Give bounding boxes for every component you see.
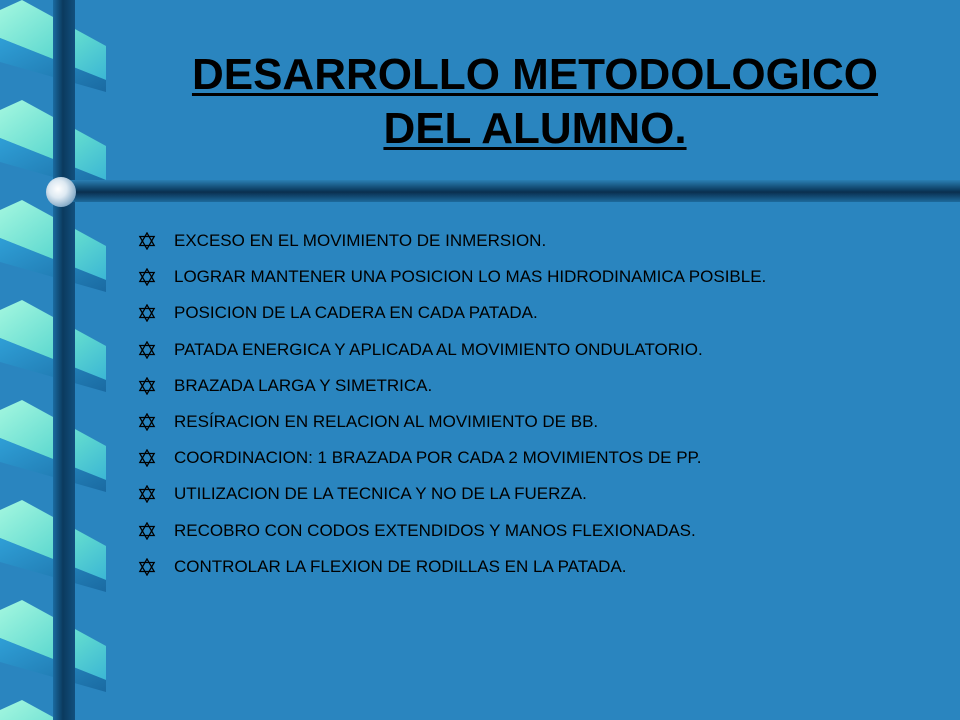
star-of-david-icon [138,232,156,250]
bullet-item [138,259,766,295]
star-of-david-icon [138,341,156,359]
bullet-item [138,440,766,476]
star-of-david-icon [138,413,156,431]
bullet-text: LOGRAR MANTENER UNA POSICION LO MAS HIDRODINAMICA POSIBLE. [174,267,767,287]
star-of-david-icon [138,304,156,322]
bullet-item [138,223,766,259]
star-of-david-icon [138,268,156,286]
bullet-item [138,513,766,549]
bullet-text: RESÍRACION EN RELACION AL MOVIMIENTO DE BB. [174,412,599,432]
bullet-text: BRAZADA LARGA Y SIMETRICA. [174,375,433,395]
bullet-text: CONTROLAR LA FLEXION DE RODILLAS EN LA PATADA. [174,556,627,576]
title-divider-bar [60,180,960,202]
bullet-item [138,295,766,331]
bullet-text: EXCESO EN EL MOVIMIENTO DE INMERSION. [174,231,547,251]
star-of-david-icon [138,485,156,503]
bullet-item [138,549,766,585]
bullet-text: POSICION DE LA CADERA EN CADA PATADA. [174,303,538,323]
bullet-text: RECOBRO CON CODOS EXTENDIDOS Y MANOS FLEXIONADAS. [174,520,696,540]
bullet-item [138,404,766,440]
star-of-david-icon [138,558,156,576]
bullet-item [138,368,766,404]
slide-title [100,48,960,156]
star-of-david-icon [138,449,156,467]
divider-knob [46,177,76,207]
bullet-item [138,476,766,512]
decorative-ribbon [0,0,110,720]
bullet-text: COORDINACION: 1 BRAZADA POR CADA 2 MOVIMIENTOS DE PP. [174,448,702,468]
title-line-2: DEL ALUMNO. [383,104,687,153]
bullet-text: PATADA ENERGICA Y APLICADA AL MOVIMIENTO ONDULATORIO. [174,339,703,359]
title-line-1: DESARROLLO METODOLOGICO [191,50,879,99]
star-of-david-icon [138,377,156,395]
bullet-list [138,223,766,585]
bullet-text: UTILIZACION DE LA TECNICA Y NO DE LA FUERZA. [174,484,587,504]
bullet-item [138,332,766,368]
star-of-david-icon [138,522,156,540]
